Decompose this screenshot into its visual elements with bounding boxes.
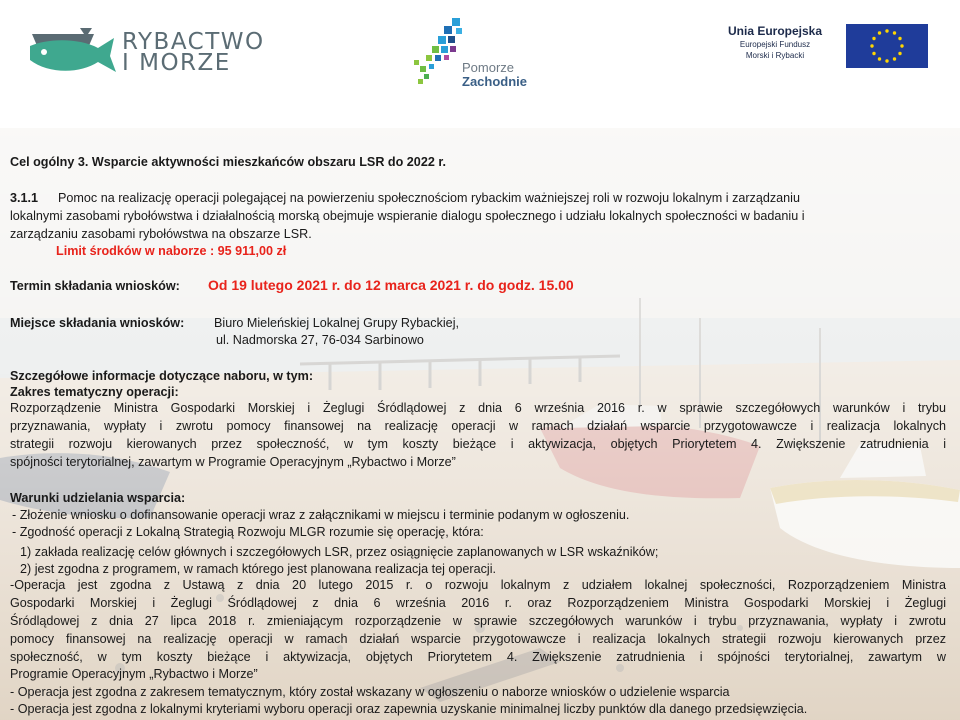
condition-item-1: - Złożenie wniosku o dofinansowanie operacji wraz z załącznikami w miejscu i terminie podanym w ogłoszeniu.	[12, 508, 630, 522]
rybactwo-line-2: I MORZE	[122, 50, 231, 76]
condition-item-3-line-1: -Operacja jest zgodna z Ustawą z dnia 20 lutego 2015 r. o rozwoju lokalnym z udziałem lokalnej społeczności, Rozporządzeniem Ministra	[10, 578, 946, 592]
scope-line-1: Rozporządzenie Ministra Gospodarki Morskiej i Żeglugi Śródlądowej z dnia 6 września 2016 r. w sprawie szczegółowych warunków i trybu	[10, 401, 946, 415]
condition-item-3-line-6: Programie Operacyjnym „Rybactwo i Morze”	[10, 667, 258, 681]
rybactwo-line-1: RYBACTWO	[122, 29, 265, 55]
place-line-2: ul. Nadmorska 27, 76-034 Sarbinowo	[216, 333, 424, 347]
place-line-1: Biuro Mieleńskiej Lokalnej Grupy Rybackiej,	[214, 316, 459, 330]
scope-line-3: strategii rozwoju kierowanych przez społeczność, w tym koszty bieżące i aktywizacja, objętych Priorytetem 4. Zwiększenie zatrudnienia i	[10, 437, 946, 451]
scope-line-4: spójności terytorialnej, zawartym w Programie Operacyjnym „Rybactwo i Morze”	[10, 455, 456, 469]
condition-item-5: - Operacja jest zgodna z lokalnymi kryteriami wyboru operacji oraz zapewnia uzyskanie minimalnej liczby punktów dla danego przedsięwzięcia.	[10, 702, 808, 716]
goal-title: Cel ogólny 3. Wsparcie aktywności mieszkańców obszaru LSR do 2022 r.	[10, 155, 447, 169]
eu-fund-line-2: Morski i Rybacki	[745, 51, 805, 60]
section-text-line-2: lokalnymi zasobami rybołówstwa i działalnością morską obejmuje wspieranie dialogu społecznego i udziału lokalnych społeczności w badaniu i	[10, 209, 805, 223]
conditions-heading: Warunki udzielania wsparcia:	[10, 491, 186, 505]
scope-line-2: przyznawania, wypłaty i zwrotu pomocy finansowej na realizację operacji w ramach działań wsparcie przygotowawcze i realizacja lokalnych	[10, 419, 946, 433]
details-heading: Szczegółowe informacje dotyczące naboru, w tym:	[10, 369, 314, 383]
scope-heading: Zakres tematyczny operacji:	[10, 385, 179, 399]
deadline-label: Termin składania wniosków:	[10, 279, 180, 293]
condition-item-2-sub-1: 1) zakłada realizację celów głównych i szczegółowych LSR, przez osiągnięcie zaplanowanych w LSR wskaźników;	[20, 545, 659, 559]
condition-item-3-line-5: społeczność, w tym koszty bieżące i aktywizacja, objętych Priorytetem 4. Zwiększenie zatrudnienia i spójności terytorialnej, zawartym w	[10, 650, 946, 664]
eu-fund-line-1: Europejski Fundusz	[739, 40, 811, 49]
condition-item-2-sub-2: 2) jest zgodna z programem, w ramach którego jest planowana realizacja tej operacji.	[20, 562, 496, 576]
section-text-line-3: zarządzaniu zasobami rybołówstwa na obszarze LSR.	[10, 227, 312, 241]
condition-item-4: - Operacja jest zgodna z zakresem tematycznym, który został wskazany w ogłoszeniu o naborze wniosków o udzielenie wsparcia	[10, 685, 730, 699]
condition-item-3-line-4: pomocy finansowej na realizację operacji w ramach działań wsparcie przygotowawcze i realizacja lokalnych strategii rozwoju kierowanych przez	[10, 632, 946, 646]
section-number: 3.1.1	[10, 191, 39, 205]
condition-item-3-line-2: Gospodarki Morskiej i Żeglugi Śródlądowej z dnia 6 września 2016 r. oraz Rozporządzeniem Ministra Gospodarki Morskiej i Żeglugi	[10, 596, 946, 610]
deadline-value: Od 19 lutego 2021 r. do 12 marca 2021 r. do godz. 15.00	[208, 277, 574, 293]
pomorze-line-2: Zachodnie	[462, 74, 528, 89]
pomorze-line-1: Pomorze	[462, 60, 515, 75]
condition-item-3-line-3: Śródlądowej z dnia 27 lipca 2018 r. zmieniającym rozporządzenie w sprawie szczegółowych warunków i trybu przyznawania, wypłaty i zwrotu	[10, 614, 946, 628]
funding-limit: Limit środków w naborze : 95 911,00 zł	[56, 244, 287, 258]
condition-item-2: - Zgodność operacji z Lokalną Strategią Rozwoju MLGR rozumie się operację, która:	[12, 525, 484, 539]
section-text-line-1: Pomoc na realizację operacji polegającej na powierzeniu społecznościom rybackim ważniejszej roli w rozwoju lokalnym i zarządzaniu	[58, 191, 800, 205]
eu-title: Unia Europejska	[727, 24, 823, 38]
place-label: Miejsce składania wniosków:	[10, 316, 185, 330]
